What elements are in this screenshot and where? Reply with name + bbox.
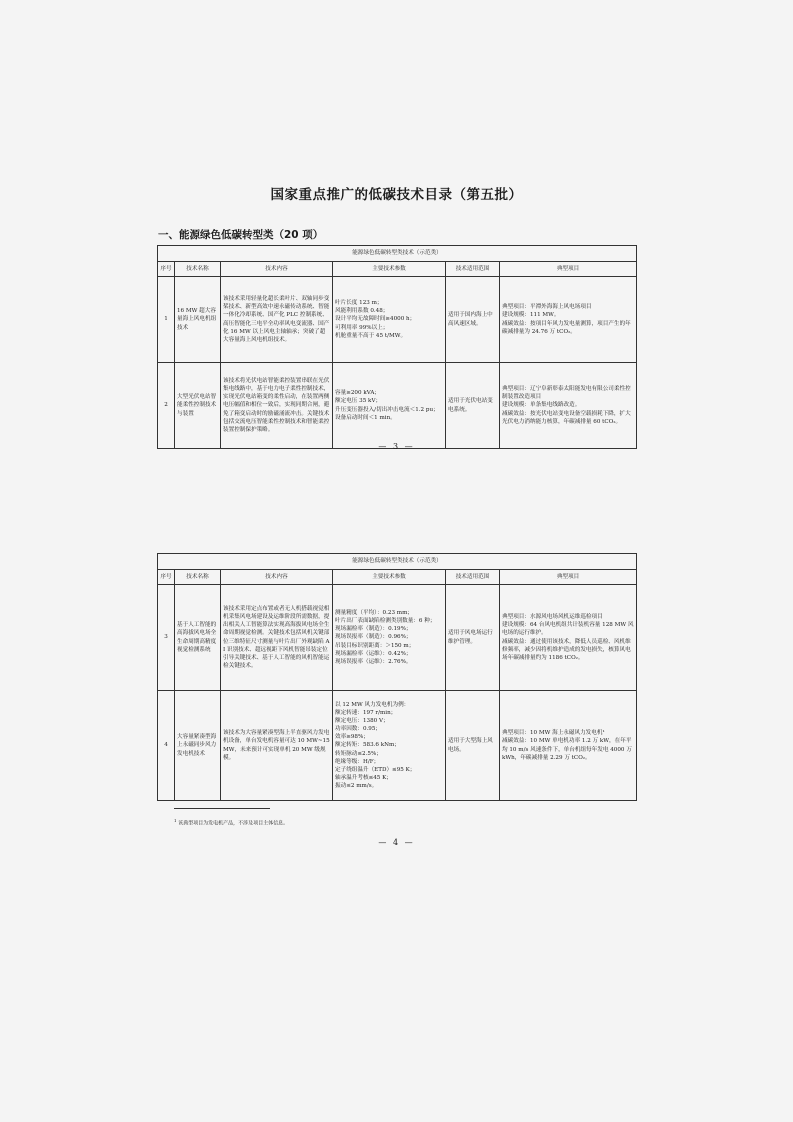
row-params: 以 12 MW 风力发电机为例： 额定转速：197 r/min； 额定电压：1380 V； 功率因数：0.95； 效率≥98%； 额定转矩：583.6 kNm； 转矩脉动≤2.5%； 绝缘等级：H/F； 定子绕组温升（ETD）≤95 K； 轴承温升考核≤45 K； 振动≤2 mm/s。 [333,691,446,801]
row-content: 该技术采用轻量化超长柔叶片、双轴同步变桨技术、新型高效中速永磁传动系统、智能一体化冷却系统、国产化 PLC 控制系统、高压智能化三电平全功率风电变流器、国产化 16 MW 以上风电主轴轴承；突破了超大容量海上风电机组技术。 [221,277,333,363]
row-params: 测量精度（平均）：0.23 mm； 叶片出厂表面缺陷检测类别数量：6 种； 现场漏检率（制造）：0.19%； 现场误报率（制造）：0.96%； 吊装目标识别距离：＞150 m； 现场漏检率（运维）：0.42%； 现场误报率（运维）：2.76%。 [333,585,446,691]
row-content: 该技术采用定点布置或者无人机搭载视觉相机采集风电场建设及运维阶段所需数据，提出相关人工智能算法实现高海拔风电场全生命周期视觉检测。关键技术包括风机关键部位三维特征尺寸测量与叶片出厂外观缺陷 AI 识别技术、超远视距下风机智能吊装定位引导关键技术、基于人工智能的风机智能运检关键技术。 [221,585,333,691]
page-number: — 4 — [378,838,415,847]
header-scope: 技术适用范围 [446,262,500,277]
table-caption: 能源绿色低碳转型类技术（示范类） [158,246,637,262]
row-num: 2 [158,363,175,449]
row-name: 16 MW 超大容量海上风电机组技术 [175,277,221,363]
header-project: 典型项目 [500,262,637,277]
header-name: 技术名称 [175,570,221,585]
header-num: 序号 [158,262,175,277]
row-content: 该技术将光伏电站智能柔控装置串联在光伏集电线路中，基于电力电子柔性控制技术，实现光伏电站箱变的柔性启动，在装置两侧电压幅值和相位一致后，实现同期合闸，避免了箱变启动时的励磁涌流冲击。关键技术包括交流电压智能柔性控制技术和智能柔控装置控制保护策略。 [221,363,333,449]
technology-table [157,553,637,801]
row-name: 大容量紧凑型海上永磁同步风力发电机技术 [175,691,221,801]
document-title: 国家重点推广的低碳技术目录（第五批） [270,187,523,203]
row-project: 典型项目：10 MW 海上永磁风力发电机¹ 减碳效益：10 MW 单电机功率 1.2 万 kW，在年平均 10 m/s 风速条件下，单台机组每年发电 4000 万 kWh，年碳减排量 2.29 万 tCO₂。 [500,691,637,801]
row-params: 容量≥200 kVA； 额定电压 35 kV； 升压变压器投入/切出冲击电流＜1.2 pu； 设备启动时间＜1 min。 [333,363,446,449]
row-project: 典型项目：平潭外海海上风电场项目 建设规模：111 MW。 减碳效益：按项目年风力发电量测算，项目产生的年碳减排量为 24.76 万 tCO₂。 [500,277,637,363]
footnote [174,818,288,827]
table-caption: 能源绿色低碳转型类技术（示范类） [158,554,637,570]
row-num: 4 [158,691,175,801]
header-params: 主要技术参数 [333,570,446,585]
row-scope: 适用于大型海上风电场。 [446,691,500,801]
row-content: 该技术为大容量紧凑型海上半直驱风力发电机设备，单台发电机容量可达 10 MW~15 MW，未来预计可实现单机 20 MW 级规模。 [221,691,333,801]
table-row [158,691,637,801]
row-num: 1 [158,277,175,363]
header-scope: 技术适用范围 [446,570,500,585]
header-num: 序号 [158,570,175,585]
footnote-mark: 1 [174,818,177,823]
row-scope: 适用于光伏电站变电系统。 [446,363,500,449]
table-row [158,363,637,449]
footnote-text: 该典型项目为发电机产品，不涉及项目主体信息。 [178,820,289,827]
header-params: 主要技术参数 [333,262,446,277]
row-scope: 适用于国内海上中高风速区域。 [446,277,500,363]
row-scope: 适用于风电场运行维护管理。 [446,585,500,691]
header-name: 技术名称 [175,262,221,277]
technology-table [157,245,637,449]
row-name: 基于人工智能的高海拔风电场全生命周期高精度视觉检测系统 [175,585,221,691]
header-content: 技术内容 [221,262,333,277]
footnote-rule [174,808,270,809]
row-name: 大型光伏电站智能柔性控制技术与装置 [175,363,221,449]
row-params: 叶片长度 123 m； 风能利用系数 0.48； 设计平均无故障时间≥4000 h； 可利用率 99%以上； 机舱重量不高于 45 t/MW。 [333,277,446,363]
header-content: 技术内容 [221,570,333,585]
row-project: 典型项目：辽宁阜新彰泰太阳能发电有限公司柔性控制装置改造项目 建设规模：单条集电线路改造。 减碳效益：按光伏电站变电设备空载损耗下降，扩大光伏电力消纳能力核算，年碳减排量 60 tCO₂。 [500,363,637,449]
section-title: 一、能源绿色低碳转型类（20 项） [158,229,324,241]
row-project: 典型项目：水源风电场风机运维巡检项目 建设规模：64 台风电机组共计装机容量 128 MW 风电场的运行维护。 减碳效益：通过使用该技术，降低人员巡检、风机维修频率，减少因将机维护造成的发电损失，核算风电场年碳减排量约为 1186 tCO₂。 [500,585,637,691]
header-project: 典型项目 [500,570,637,585]
table-row [158,277,637,363]
row-num: 3 [158,585,175,691]
page-number: — 3 — [378,442,415,451]
table-row [158,585,637,691]
